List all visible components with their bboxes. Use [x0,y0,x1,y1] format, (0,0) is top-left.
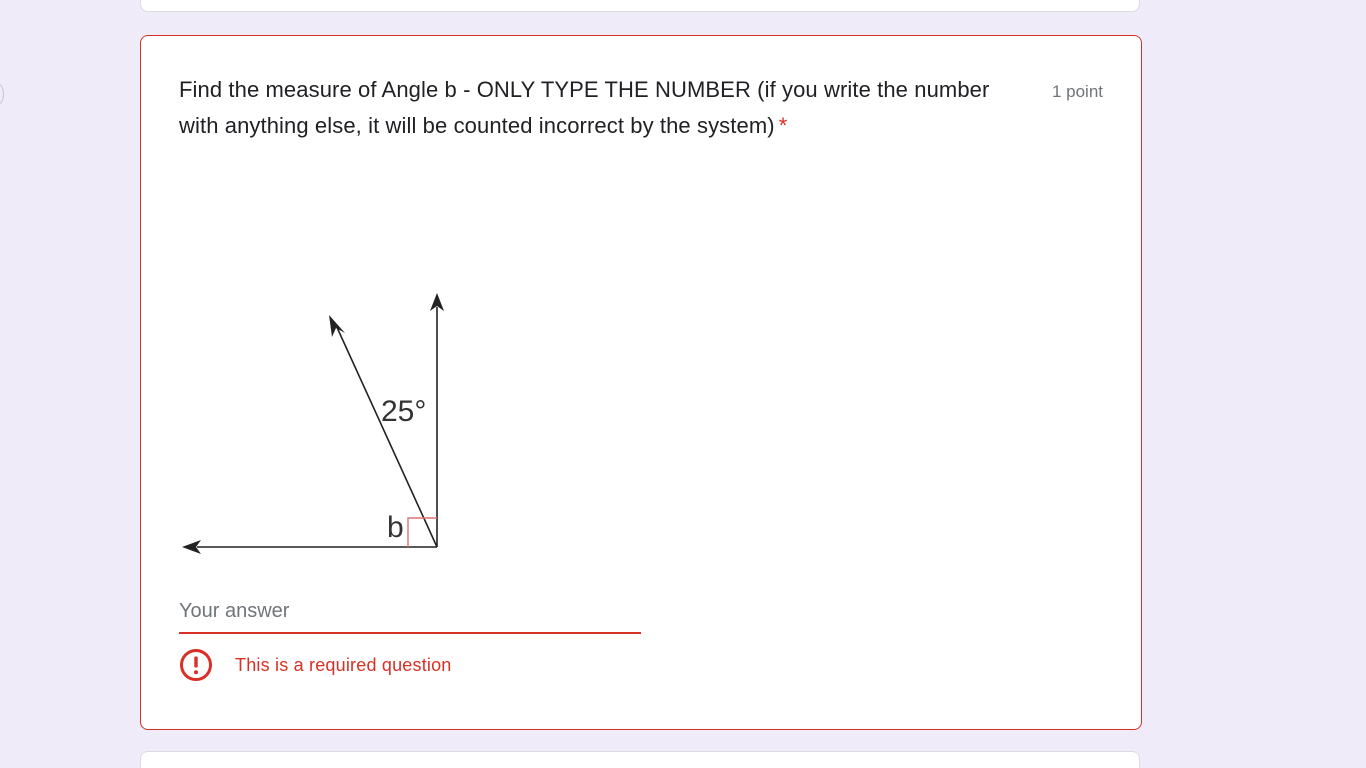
angle-diagram [179,251,469,571]
angle-b-label: b [387,511,404,544]
right-angle-marker [408,518,437,547]
question-title [179,72,1009,144]
error-message: This is a required question [235,654,452,675]
alert-circle-icon [179,648,213,682]
question-text: Find the measure of Angle b - ONLY TYPE THE NUMBER (if you write the number with anything else, it will be counted incorrect by the system) [179,77,990,138]
slanted-arrowhead [329,315,345,337]
next-question-card [140,751,1140,768]
error-row [179,648,452,682]
required-asterisk: * [778,113,788,138]
answer-input[interactable] [179,594,641,634]
previous-question-card [140,0,1140,12]
question-card [140,35,1142,730]
slanted-ray [335,323,437,547]
side-handle [0,84,4,104]
question-image [179,251,469,571]
question-points: 1 point [1051,82,1103,101]
angle-25-label: 25° [381,395,427,428]
